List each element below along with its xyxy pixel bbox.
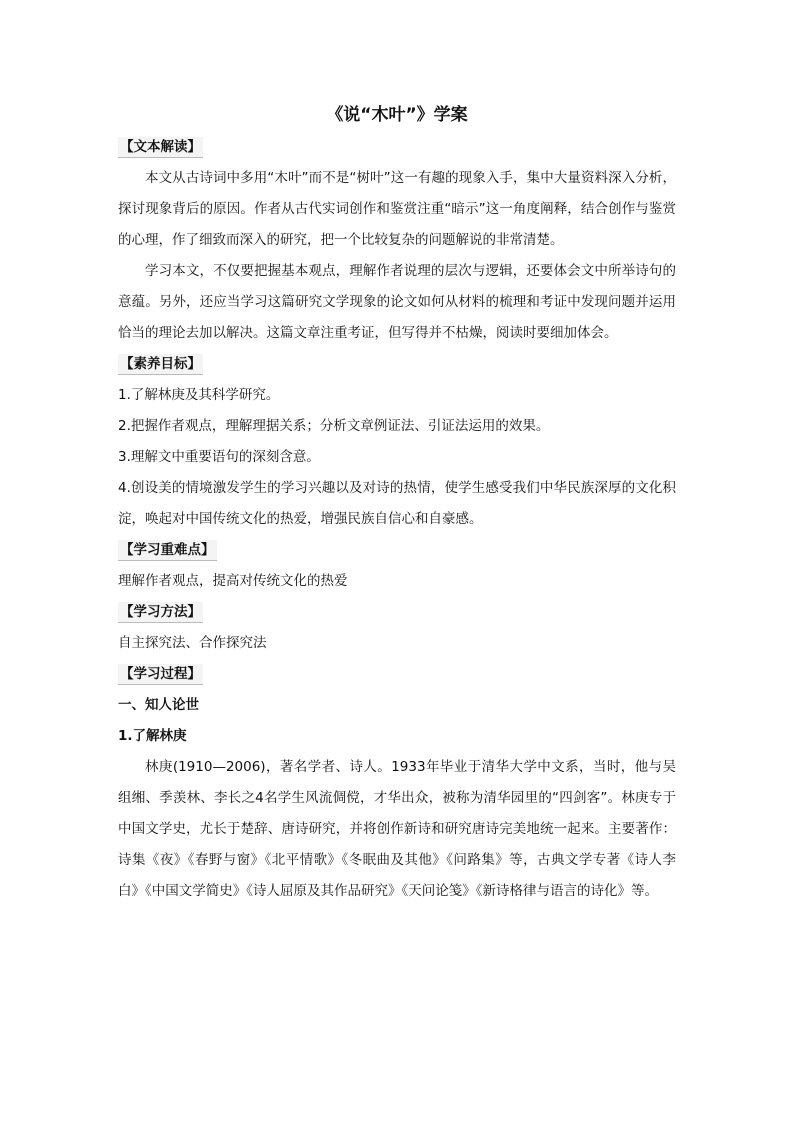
- goal-item: 2.把握作者观点，理解理据关系；分析文章例证法、引证法运用的效果。: [118, 418, 550, 434]
- document-title: 《说“木叶”》学案: [326, 105, 468, 125]
- methods-text: 自主探究法、合作探究法: [118, 635, 267, 651]
- text-reading-paragraph-2: 学习本文，不仅要把握基本观点，理解作者说理的层次与逻辑，还要体会文中所举诗句的意蕴。另外，还应当学习这篇研究文学现象的论文如何从材料的梳理和考证中发现问题并运用恰当的理论去加以解决。这篇文章注重考证，但写得并不枯燥，阅读时要细加体会。: [118, 263, 676, 341]
- section-heading-goals: 【素养目标】: [118, 349, 676, 380]
- goal-item: 3.理解文中重要语句的深刻含意。: [118, 449, 320, 465]
- document-content: [118, 100, 676, 907]
- goal-item: 1.了解林庚及其科学研究。: [118, 387, 280, 403]
- key-points-text: 理解作者观点，提高对传统文化的热爱: [118, 573, 348, 589]
- section-heading-methods: 【学习方法】: [118, 597, 676, 628]
- section-heading-process: 【学习过程】: [118, 659, 676, 690]
- section-heading-text-reading: 【文本解读】: [118, 132, 676, 163]
- author-bio-paragraph: 林庚(1910—2006)，著名学者、诗人。1933年毕业于清华大学中文系，当时，他与吴组缃、季羡林、李长之4名学生风流倜傥，才华出众，被称为清华园里的“四剑客”。林庚专于中国文学史，尤长于楚辞、唐诗研究，并将创作新诗和研究唐诗完美地统一起来。主要著作：诗集《夜》《春野与窗》《北平情歌》《冬眠曲及其他》《问路集》等，古典文学专著《诗人李白》《中国文学简史》《诗人屈原及其作品研究》《天问论笺》《新诗格律与语言的诗化》等。: [118, 759, 676, 899]
- text-reading-paragraph-1: 本文从古诗词中多用“木叶”而不是“树叶”这一有趣的现象入手，集中大量资料深入分析，探讨现象背后的原因。作者从古代实词创作和鉴赏注重“暗示”这一角度阐释，结合创作与鉴赏的心理，作了细致而深入的研究，把一个比较复杂的问题解说的非常清楚。: [118, 170, 676, 248]
- process-subheading-1: 一、知人论世: [118, 697, 199, 713]
- section-heading-key-points: 【学习重难点】: [118, 535, 676, 566]
- process-subheading-2: 1.了解林庚: [118, 728, 187, 744]
- goal-item: 4.创设美的情境激发学生的学习兴趣以及对诗的热情，使学生感受我们中华民族深厚的文化积淀，唤起对中国传统文化的热爱，增强民族自信心和自豪感。: [118, 480, 676, 527]
